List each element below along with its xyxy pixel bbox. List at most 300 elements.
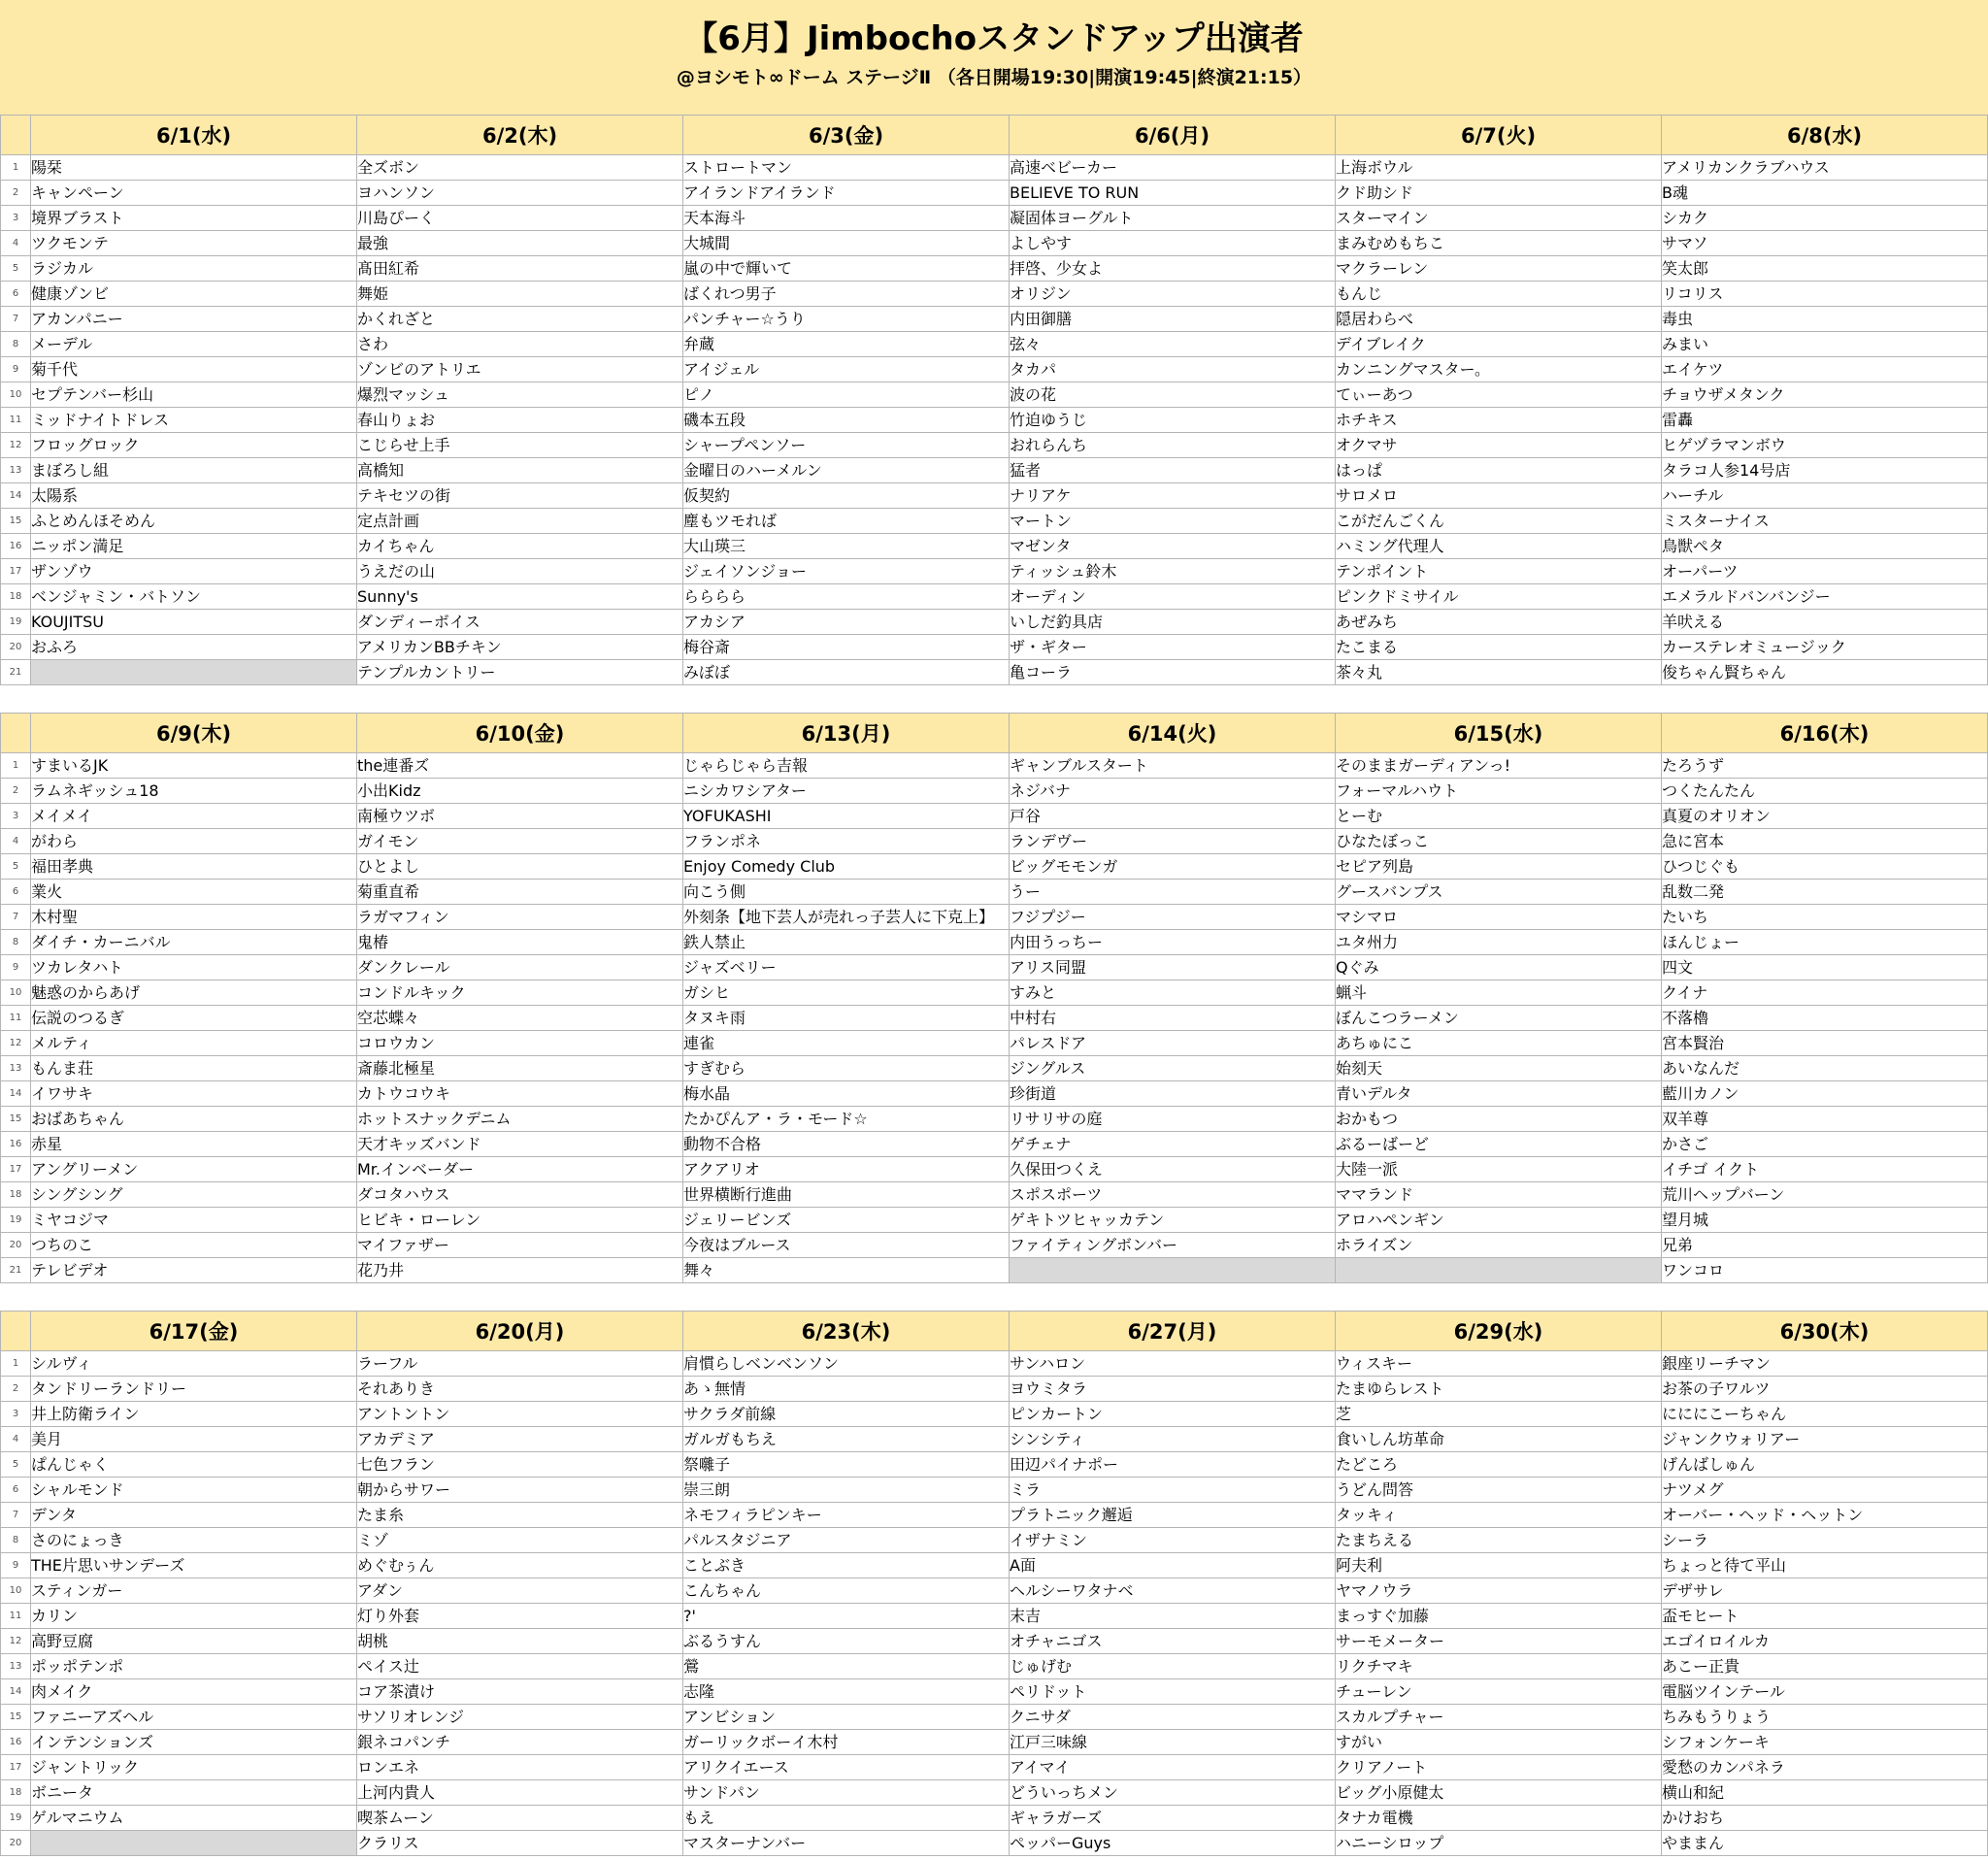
performer-cell: KOUJITSU (31, 610, 357, 635)
row-number: 2 (1, 779, 31, 804)
table-row (1, 1031, 1988, 1056)
date-header: 6/17(金) (31, 1312, 357, 1351)
performer-cell: アンビション (683, 1705, 1010, 1730)
row-number: 14 (1, 483, 31, 509)
performer-cell: ぶるうすん (683, 1629, 1010, 1654)
performer-cell: それありき (357, 1377, 683, 1402)
performer-cell: デザサレ (1662, 1578, 1988, 1604)
performer-cell: 弁蔵 (683, 332, 1010, 357)
performer-cell: プラトニック邂逅 (1010, 1503, 1336, 1528)
performer-cell: たこまる (1336, 635, 1662, 660)
table-row (1, 483, 1988, 509)
date-header: 6/23(木) (683, 1312, 1010, 1351)
performer-cell: 猛者 (1010, 458, 1336, 483)
row-number: 12 (1, 1629, 31, 1654)
table-row (1, 559, 1988, 584)
performer-cell: ゲルマニウム (31, 1806, 357, 1831)
performer-cell: タナカ電機 (1336, 1806, 1662, 1831)
performer-cell: 今夜はブルース (683, 1233, 1010, 1258)
performer-cell: エイケツ (1662, 357, 1988, 382)
performer-cell: ぱんじゃく (31, 1452, 357, 1478)
performer-cell: ナリアケ (1010, 483, 1336, 509)
performer-cell: あこー正貴 (1662, 1654, 1988, 1679)
performer-cell: グースバンプス (1336, 880, 1662, 905)
performer-cell: みぼぼ (683, 660, 1010, 685)
row-number: 4 (1, 1427, 31, 1452)
performer-cell: コア茶漬け (357, 1679, 683, 1705)
row-number: 21 (1, 1258, 31, 1283)
table-row (1, 1604, 1988, 1629)
performer-cell: フォーマルハウト (1336, 779, 1662, 804)
performer-cell: サロメロ (1336, 483, 1662, 509)
performer-cell: キャンペーン (31, 181, 357, 206)
performer-cell: そのままガーディアンっ! (1336, 753, 1662, 779)
table-row (1, 905, 1988, 930)
performer-cell: 笑太郎 (1662, 256, 1988, 282)
table-row (1, 955, 1988, 980)
row-number: 1 (1, 753, 31, 779)
date-header: 6/16(木) (1662, 714, 1988, 753)
performer-cell: サンドパン (683, 1780, 1010, 1806)
performer-cell: スティンガー (31, 1578, 357, 1604)
schedule-block-1 (0, 115, 1988, 685)
row-number: 18 (1, 1182, 31, 1208)
performer-cell: 朝からサワー (357, 1478, 683, 1503)
table-row (1, 1755, 1988, 1780)
date-header: 6/10(金) (357, 714, 683, 753)
performer-cell: ホライズン (1336, 1233, 1662, 1258)
performer-cell: スポスポーツ (1010, 1182, 1336, 1208)
performer-cell: かさご (1662, 1132, 1988, 1157)
performer-cell: クニサダ (1010, 1705, 1336, 1730)
performer-cell: 藍川カノン (1662, 1081, 1988, 1107)
performer-cell: ポッポテンポ (31, 1654, 357, 1679)
performer-cell: ばくれつ男子 (683, 282, 1010, 307)
empty-cell (1336, 1258, 1662, 1283)
performer-cell: 上河内貴人 (357, 1780, 683, 1806)
performer-cell: マシマロ (1336, 905, 1662, 930)
performer-cell: みまい (1662, 332, 1988, 357)
performer-cell: オチャニゴス (1010, 1629, 1336, 1654)
row-number: 6 (1, 282, 31, 307)
table-row (1, 1208, 1988, 1233)
performer-cell: ホチキス (1336, 408, 1662, 433)
performer-cell: 銀ネコパンチ (357, 1730, 683, 1755)
table-row (1, 1107, 1988, 1132)
performer-cell: どういっちメン (1010, 1780, 1336, 1806)
performer-cell: たま糸 (357, 1503, 683, 1528)
performer-cell: 鉄人禁止 (683, 930, 1010, 955)
performer-cell: よしやす (1010, 231, 1336, 256)
performer-cell: 肩慣らしベンベンソン (683, 1351, 1010, 1377)
performer-cell: コロウカン (357, 1031, 683, 1056)
page-subtitle: @ヨシモト∞ドーム ステージⅡ （各日開場19:30|開演19:45|終演21:15） (676, 67, 1312, 88)
performer-cell: ハニーシロップ (1336, 1831, 1662, 1856)
performer-cell: ヘルシーワタナベ (1010, 1578, 1336, 1604)
performer-cell: うどん問答 (1336, 1478, 1662, 1503)
performer-cell: チョウザメタンク (1662, 382, 1988, 408)
performer-cell: 胡桃 (357, 1629, 683, 1654)
performer-cell: ラーフル (357, 1351, 683, 1377)
table-row (1, 181, 1988, 206)
performer-cell: 空芯蝶々 (357, 1006, 683, 1031)
performer-cell: ミゾ (357, 1528, 683, 1553)
performer-cell: シルヴィ (31, 1351, 357, 1377)
row-number: 2 (1, 181, 31, 206)
performer-cell: アダン (357, 1578, 683, 1604)
performer-cell: すぎむら (683, 1056, 1010, 1081)
performer-cell: THE片思いサンデーズ (31, 1553, 357, 1578)
performer-cell: アクアリオ (683, 1157, 1010, 1182)
performer-cell: あぜみち (1336, 610, 1662, 635)
performer-cell: 内田うっちー (1010, 930, 1336, 955)
performer-cell: 田辺パイナポー (1010, 1452, 1336, 1478)
table-row (1, 1427, 1988, 1452)
performer-cell: 鳥獣ペタ (1662, 534, 1988, 559)
performer-cell: さのにょっき (31, 1528, 357, 1553)
empty-cell (1010, 1258, 1336, 1283)
performer-cell: 外刻条【地下芸人が売れっ子芸人に下克上】 (683, 905, 1010, 930)
performer-cell: かけおち (1662, 1806, 1988, 1831)
date-header: 6/29(水) (1336, 1312, 1662, 1351)
performer-cell: シャルモンド (31, 1478, 357, 1503)
table-row (1, 1528, 1988, 1553)
date-header: 6/9(木) (31, 714, 357, 753)
row-number: 20 (1, 1831, 31, 1856)
table-row (1, 1831, 1988, 1856)
performer-cell: ペイス辻 (357, 1654, 683, 1679)
table-row (1, 980, 1988, 1006)
date-header: 6/14(火) (1010, 714, 1336, 753)
performer-cell: もんじ (1336, 282, 1662, 307)
schedule-table (0, 115, 1988, 685)
performer-cell: ふとめんほそめん (31, 509, 357, 534)
table-row (1, 584, 1988, 610)
performer-cell: たかぴんア・ラ・モード☆ (683, 1107, 1010, 1132)
row-number: 3 (1, 804, 31, 829)
performer-cell: 青いデルタ (1336, 1081, 1662, 1107)
performer-cell: 波の花 (1010, 382, 1336, 408)
performer-cell: 世界横断行進曲 (683, 1182, 1010, 1208)
performer-cell: げんばしゅん (1662, 1452, 1988, 1478)
performer-cell: 食いしん坊革命 (1336, 1427, 1662, 1452)
date-header-row (1, 714, 1988, 753)
table-row (1, 1629, 1988, 1654)
performer-cell: 動物不合格 (683, 1132, 1010, 1157)
performer-cell: ツカレタハト (31, 955, 357, 980)
performer-cell: 銀座リーチマン (1662, 1351, 1988, 1377)
performer-cell: マスターナンバー (683, 1831, 1010, 1856)
performer-cell: 菊千代 (31, 357, 357, 382)
performer-cell: A面 (1010, 1553, 1336, 1578)
table-row (1, 1056, 1988, 1081)
performer-cell: インテンションズ (31, 1730, 357, 1755)
performer-cell: ダイチ・カーニバル (31, 930, 357, 955)
performer-cell: 菊重直希 (357, 880, 683, 905)
performer-cell: タカパ (1010, 357, 1336, 382)
row-number: 13 (1, 458, 31, 483)
performer-cell: ひとよし (357, 854, 683, 880)
table-row (1, 610, 1988, 635)
row-number-header (1, 714, 31, 753)
table-row (1, 1780, 1988, 1806)
performer-cell: ぶるーばーど (1336, 1132, 1662, 1157)
table-row (1, 206, 1988, 231)
performer-cell: 四文 (1662, 955, 1988, 980)
performer-cell: ミラ (1010, 1478, 1336, 1503)
row-number: 3 (1, 206, 31, 231)
row-number: 12 (1, 1031, 31, 1056)
table-row (1, 433, 1988, 458)
row-number: 8 (1, 930, 31, 955)
performer-cell: 大城間 (683, 231, 1010, 256)
table-row (1, 1679, 1988, 1705)
performer-cell: ミッドナイトドレス (31, 408, 357, 433)
performer-cell: ボニータ (31, 1780, 357, 1806)
performer-cell: マートン (1010, 509, 1336, 534)
performer-cell: ひなたぼっこ (1336, 829, 1662, 854)
performer-cell: タラコ人参14号店 (1662, 458, 1988, 483)
performer-cell: ペリドット (1010, 1679, 1336, 1705)
schedule-table (0, 713, 1988, 1283)
performer-cell: つちのこ (31, 1233, 357, 1258)
performer-cell: スターマイン (1336, 206, 1662, 231)
row-number-header (1, 1312, 31, 1351)
performer-cell: フジプジー (1010, 905, 1336, 930)
performer-cell: 内田御膳 (1010, 307, 1336, 332)
table-row (1, 880, 1988, 905)
row-number: 14 (1, 1679, 31, 1705)
performer-cell: アカデミア (357, 1427, 683, 1452)
performer-cell: 羊吠える (1662, 610, 1988, 635)
performer-cell: 竹迫ゆうじ (1010, 408, 1336, 433)
performer-cell: たまゆらレスト (1336, 1377, 1662, 1402)
table-row (1, 829, 1988, 854)
table-row (1, 1006, 1988, 1031)
page-header (0, 0, 1988, 116)
performer-cell: ハーチル (1662, 483, 1988, 509)
performer-cell: アカンパニー (31, 307, 357, 332)
performer-cell: タヌキ雨 (683, 1006, 1010, 1031)
performer-cell: とーむ (1336, 804, 1662, 829)
performer-cell: ジャントリック (31, 1755, 357, 1780)
date-header: 6/30(木) (1662, 1312, 1988, 1351)
performer-cell: テンポイント (1336, 559, 1662, 584)
performer-cell: 健康ゾンビ (31, 282, 357, 307)
performer-cell: ひつじぐも (1662, 854, 1988, 880)
performer-cell: ダンディーボイス (357, 610, 683, 635)
row-number: 17 (1, 1755, 31, 1780)
performer-cell: ハミング代理人 (1336, 534, 1662, 559)
performer-cell: 兄弟 (1662, 1233, 1988, 1258)
row-number: 13 (1, 1056, 31, 1081)
performer-cell: 電脳ツインテール (1662, 1679, 1988, 1705)
performer-cell: アントントン (357, 1402, 683, 1427)
row-number: 9 (1, 1553, 31, 1578)
performer-cell: サマソ (1662, 231, 1988, 256)
performer-cell: 拝啓、少女よ (1010, 256, 1336, 282)
performer-cell: サーモメーター (1336, 1629, 1662, 1654)
performer-cell: アロハペンギン (1336, 1208, 1662, 1233)
performer-cell: 祭囃子 (683, 1452, 1010, 1478)
performer-cell: 春山りょお (357, 408, 683, 433)
row-number: 17 (1, 1157, 31, 1182)
performer-cell: オーバー・ヘッド・ヘットン (1662, 1503, 1988, 1528)
row-number: 5 (1, 854, 31, 880)
performer-cell: 真夏のオリオン (1662, 804, 1988, 829)
performer-cell: ペッパーGuys (1010, 1831, 1336, 1856)
table-row (1, 930, 1988, 955)
performer-cell: アカシア (683, 610, 1010, 635)
performer-cell: 全ズボン (357, 155, 683, 181)
performer-cell: うー (1010, 880, 1336, 905)
performer-cell: スカルプチャー (1336, 1705, 1662, 1730)
performer-cell: 末吉 (1010, 1604, 1336, 1629)
performer-cell: 亀コーラ (1010, 660, 1336, 685)
page-title: 【6月】Jimbochoスタンドアップ出演者 (684, 19, 1304, 58)
performer-cell: はっぱ (1336, 458, 1662, 483)
performer-cell: リサリサの庭 (1010, 1107, 1336, 1132)
performer-cell: やままん (1662, 1831, 1988, 1856)
performer-cell: アメリカンBBチキン (357, 635, 683, 660)
performer-cell: ニシカワシアター (683, 779, 1010, 804)
performer-cell: 不落櫓 (1662, 1006, 1988, 1031)
performer-cell: ガルガもちえ (683, 1427, 1010, 1452)
performer-cell: 盃モヒート (1662, 1604, 1988, 1629)
performer-cell: 大山瑛三 (683, 534, 1010, 559)
row-number: 20 (1, 635, 31, 660)
performer-cell: 福田孝典 (31, 854, 357, 880)
performer-cell: ツクモンテ (31, 231, 357, 256)
performer-cell: ギャラガーズ (1010, 1806, 1336, 1831)
performer-cell: こんちゃん (683, 1578, 1010, 1604)
performer-cell: ラガマフィン (357, 905, 683, 930)
table-row (1, 1132, 1988, 1157)
performer-cell: 仮契約 (683, 483, 1010, 509)
performer-cell: ヤマノウラ (1336, 1578, 1662, 1604)
date-header: 6/6(月) (1010, 116, 1336, 155)
row-number: 7 (1, 1503, 31, 1528)
performer-cell: 最強 (357, 231, 683, 256)
schedule-table (0, 1311, 1988, 1856)
performer-cell: おばあちゃん (31, 1107, 357, 1132)
performer-cell: ほんじょー (1662, 930, 1988, 955)
row-number: 2 (1, 1377, 31, 1402)
row-number: 15 (1, 1705, 31, 1730)
performer-cell: たろうず (1662, 753, 1988, 779)
performer-cell: ジェリービンズ (683, 1208, 1010, 1233)
performer-cell: 双羊尊 (1662, 1107, 1988, 1132)
performer-cell: シャープペンソー (683, 433, 1010, 458)
date-header: 6/13(月) (683, 714, 1010, 753)
row-number: 16 (1, 1730, 31, 1755)
performer-cell: じゃらじゃら吉報 (683, 753, 1010, 779)
performer-cell: アメリカンクラブハウス (1662, 155, 1988, 181)
performer-cell: マクラーレン (1336, 256, 1662, 282)
performer-cell: ティッシュ鈴木 (1010, 559, 1336, 584)
performer-cell: 荒川ヘップバーン (1662, 1182, 1988, 1208)
performer-cell: クイナ (1662, 980, 1988, 1006)
performer-cell: ベンジャミン・バトソン (31, 584, 357, 610)
performer-cell: ことぶき (683, 1553, 1010, 1578)
performer-cell: ギャンブルスタート (1010, 753, 1336, 779)
performer-cell: ガイモン (357, 829, 683, 854)
performer-cell: オクマサ (1336, 433, 1662, 458)
row-number: 16 (1, 1132, 31, 1157)
performer-cell: 太陽系 (31, 483, 357, 509)
performer-cell: 始刻天 (1336, 1056, 1662, 1081)
performer-cell: 陽栞 (31, 155, 357, 181)
date-header-row (1, 116, 1988, 155)
performer-cell: BELIEVE TO RUN (1010, 181, 1336, 206)
date-header: 6/1(水) (31, 116, 357, 155)
performer-cell: ザンゾウ (31, 559, 357, 584)
table-row (1, 1377, 1988, 1402)
performer-cell: リコリス (1662, 282, 1988, 307)
row-number: 9 (1, 357, 31, 382)
table-row (1, 408, 1988, 433)
performer-cell: シーラ (1662, 1528, 1988, 1553)
performer-cell: らららら (683, 584, 1010, 610)
table-row (1, 231, 1988, 256)
performer-cell: コンドルキック (357, 980, 683, 1006)
performer-cell: 宮本賢治 (1662, 1031, 1988, 1056)
performer-cell: 中村右 (1010, 1006, 1336, 1031)
performer-cell: パレスドア (1010, 1031, 1336, 1056)
table-row (1, 1503, 1988, 1528)
performer-cell: 嵐の中で輝いて (683, 256, 1010, 282)
performer-cell: アイマイ (1010, 1755, 1336, 1780)
row-number: 7 (1, 905, 31, 930)
performer-cell: オリジン (1010, 282, 1336, 307)
performer-cell: たいち (1662, 905, 1988, 930)
date-header: 6/2(木) (357, 116, 683, 155)
performer-cell: 花乃井 (357, 1258, 683, 1283)
performer-cell: フランポネ (683, 829, 1010, 854)
performer-cell: サンハロン (1010, 1351, 1336, 1377)
performer-cell: 芝 (1336, 1402, 1662, 1427)
performer-cell: Enjoy Comedy Club (683, 854, 1010, 880)
performer-cell: ぼんこつラーメン (1336, 1006, 1662, 1031)
row-number: 19 (1, 610, 31, 635)
performer-cell: 伝説のつるぎ (31, 1006, 357, 1031)
performer-cell: おふろ (31, 635, 357, 660)
table-row (1, 1452, 1988, 1478)
row-number: 16 (1, 534, 31, 559)
performer-cell: 梅谷斎 (683, 635, 1010, 660)
performer-cell: さわ (357, 332, 683, 357)
performer-cell: アリクイエース (683, 1755, 1010, 1780)
performer-cell: こじらせ上手 (357, 433, 683, 458)
performer-cell: ネモフィラピンキー (683, 1503, 1010, 1528)
performer-cell: すがい (1336, 1730, 1662, 1755)
performer-cell: ミヤコジマ (31, 1208, 357, 1233)
performer-cell: パンチャー☆うり (683, 307, 1010, 332)
performer-cell: 珍街道 (1010, 1081, 1336, 1107)
table-row (1, 1654, 1988, 1679)
performer-cell: 木村聖 (31, 905, 357, 930)
performer-cell: 斎藤北極星 (357, 1056, 683, 1081)
performer-cell: おれらんち (1010, 433, 1336, 458)
performer-cell: まっすぐ加藤 (1336, 1604, 1662, 1629)
performer-cell: 戸谷 (1010, 804, 1336, 829)
table-row (1, 635, 1988, 660)
performer-cell: リクチマキ (1336, 1654, 1662, 1679)
performer-cell: イザナミン (1010, 1528, 1336, 1553)
performer-cell: シフォンケーキ (1662, 1730, 1988, 1755)
row-number: 18 (1, 1780, 31, 1806)
performer-cell: ラムネギッシュ18 (31, 779, 357, 804)
